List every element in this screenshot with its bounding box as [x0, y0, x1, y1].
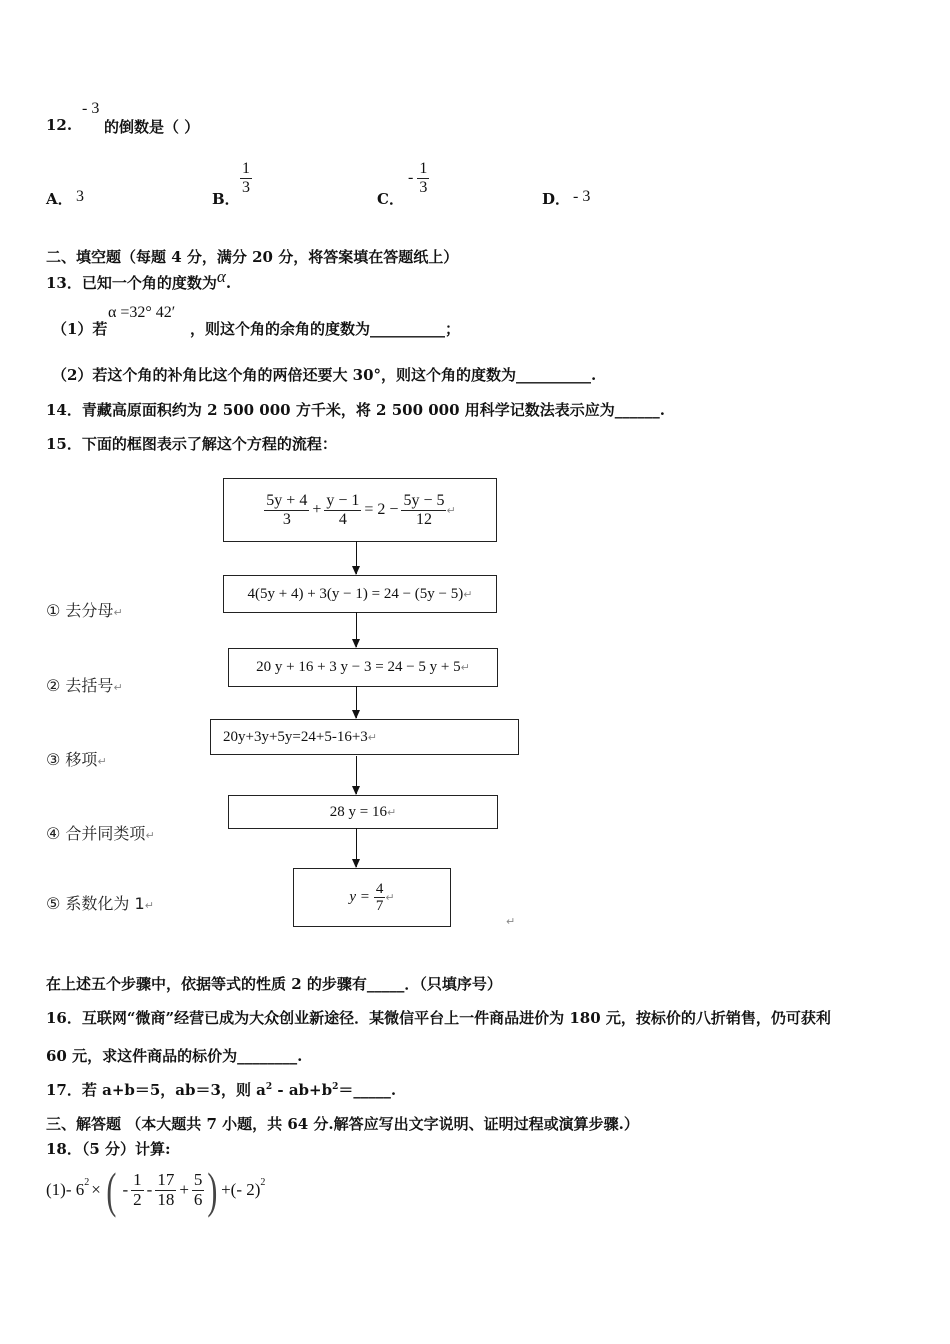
flow-step-1: ① 去分母↵ [46, 601, 123, 620]
flow-box-coefficient: y = $\frac{4}{7}$ ↵ [293, 868, 451, 927]
flow-arrow-1 [356, 541, 357, 574]
flow-step-2: ② 去括号↵ [46, 676, 123, 695]
q17-text: 17．若 a+b＝5，ab＝3，则 $a^2$ - $ab+b^2=\_\_\_\_\_$. [46, 1081, 397, 1099]
flow-arrow-3 [356, 686, 357, 718]
q13-part2: （2）若这个角的补角比这个角的两倍还要大 30°，则这个角的度数为__________. [52, 366, 597, 384]
flow-arrow-2 [356, 612, 357, 647]
q12-option-d-label: D． [542, 190, 571, 208]
q12-stem: 的倒数是（ ） [104, 118, 200, 136]
q12-option-c-label: C． [377, 190, 404, 208]
q12-value: - 3 [82, 100, 100, 117]
flow-box-remove-brackets: 20 y + 16 + 3 y − 3 = 24 − 5 y + 5 ↵ [228, 648, 498, 687]
flow-equation-box: $\frac{5y + 4}{3}$ + $\frac{y - 1}{4}$ = 2 − $\frac{5y - 5}{12}$ ↵ [223, 478, 497, 542]
q16-line1: 16．互联网“微商”经营已成为大众创业新途径．某微信平台上一件商品进价为 180 元，按标价的八折销售，仍可获利 [46, 1009, 831, 1027]
flow-arrow-4 [356, 756, 357, 794]
q12-option-b-frac: $\frac{1}{3}$ [242, 160, 250, 196]
flow-box-transpose: 20y+3y+5y=24+5-16+3 ↵ [210, 719, 519, 755]
q12-option-c-frac: - $\frac{1}{3}$ [408, 160, 428, 196]
q13-part1-prefix: （1）若 [52, 320, 108, 338]
section-2-title: 二、填空题（每题 4 分，满分 20 分，将答案填在答题纸上） [46, 248, 459, 266]
q14-text: 14．青藏高原面积约为 2 500 000 方千米，将 2 500 000 用科学记数法表示应为______. [46, 401, 665, 419]
q16-line2: 60 元，求这件商品的标价为________. [46, 1047, 303, 1065]
q12-option-d-value: - 3 [573, 188, 591, 205]
flow-arrow-5 [356, 828, 357, 867]
q18-title: 18．（5 分）计算: [46, 1140, 171, 1158]
q12-option-a-label: A． [46, 190, 73, 208]
section-3-title: 三、解答题 （本大题共 7 小题，共 64 分.解答应写出文字说明、证明过程或演算步骤.） [46, 1115, 639, 1133]
q12-option-a-value: 3 [76, 188, 84, 205]
q12-number: 12. [46, 116, 73, 134]
q13-part1-suffix: ，则这个角的余角的度数为__________； [190, 320, 461, 338]
q13-stem: 13．已知一个角的度数为α. [46, 267, 232, 292]
flow-return-mark: ↵ [506, 915, 516, 928]
flow-step-4: ④ 合并同类项↵ [46, 824, 155, 843]
q15-question: 在上述五个步骤中，依据等式的性质 2 的步骤有_____．（只填序号） [46, 975, 502, 993]
q18-part1-expression: (1)- 6 $^2$ × ( - $\frac{1}{2}$ - $\frac{17}{18}$ + $\frac{5}{6}$ ) +(- 2) $^2$ [46, 1162, 266, 1218]
flow-box-combine: 28 y = 16 ↵ [228, 795, 498, 829]
q12-option-b-label: B． [212, 190, 240, 208]
flow-box-remove-denominators: 4(5y + 4) + 3(y − 1) = 24 − (5y − 5) ↵ [223, 575, 497, 613]
flow-step-5: ⑤ 系数化为 1↵ [46, 894, 154, 913]
q15-text: 15．下面的框图表示了解这个方程的流程： [46, 435, 337, 453]
q13-part1-math: α =32° 42′ [108, 304, 176, 321]
flow-step-3: ③ 移项↵ [46, 750, 107, 769]
